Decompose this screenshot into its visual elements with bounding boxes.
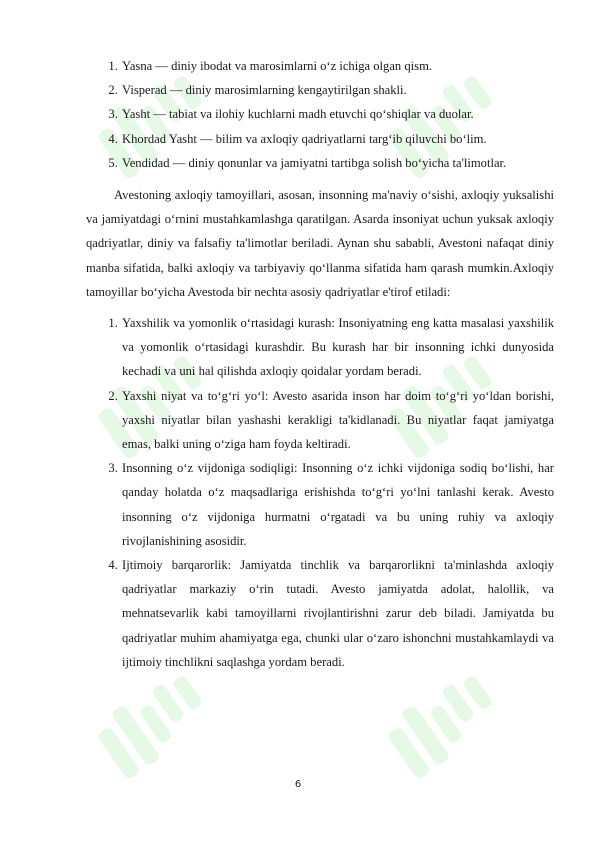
list-item: 3. Insonning o‘z vijdoniga sodiqligi: Insonning o‘z ichki vijdoniga sodiq bo‘lishi, har qanday holatda o‘z maqsadlariga erishishda to‘g‘ri yo‘lni tanlashi kerak. Avesto insonning o‘z vijdoniga hurmatni o‘rgatadi va bu uning ruhiy va axloqiy rivojlanishining asosidir. [121, 456, 554, 553]
list-item: 4. Ijtimoiy barqarorlik: Jamiyatda tinchlik va barqarorlikni ta'minlashda axloqiy qadriyatlar markaziy o‘rin tutadi. Avesto jamiyatda adolat, halollik, va mehnatsevarlik kabi tamoyillarni rivojlantirishni zarur deb biladi. Jamiyatda bu qadriyatlar muhim ahamiyatga ega, chunki ular o‘zaro ishonchni mustahkamlaydi va ijtimoiy tinchlikni saqlashga yordam beradi. [121, 553, 554, 674]
avesto-parts-list [86, 54, 554, 175]
list-item: 2. Yaxshi niyat va to‘g‘ri yo‘l: Avesto asarida inson har doim to‘g‘ri yo‘ldan borishi, yaxshi niyatlar bilan yashashi kerakligi ta'kidlanadi. Bu niyatlar faqat jamiyatga emas, balki uning o‘ziga ham foyda keltiradi. [121, 384, 554, 457]
list-item: 4. Khordad Yasht — bilim va axloqiy qadriyatlarni targ‘ib qiluvchi bo‘lim. [121, 127, 554, 151]
document-body [86, 54, 554, 674]
body-paragraph: Avestoning axloqiy tamoyillari, asosan, insonning ma'naviy o‘sishi, axloqiy yuksalishi va jamiyatdagi o‘rnini mustahkamlashga qaratilgan. Asarda insoniyat uchun yuksak axloqiy qadriyatlar, diniy va falsafiy ta'limotlar beriladi. Aynan shu sababli, Avestoni nafaqat diniy manba sifatida, balki axloqiy va tarbiyaviy qo‘llanma sifatida ham qarash mumkin.Axloqiy tamoyillar bo‘yicha Avestoda bir nechta asosiy qadriyatlar e'tirof etiladi: [86, 188, 554, 299]
moral-values-list [86, 311, 554, 674]
list-item: 2. Visperad — diniy marosimlarning kengaytirilgan shakli. [121, 78, 554, 102]
list-item: 5. Vendidad — diniy qonunlar va jamiyatni tartibga solish bo‘yicha ta'limotlar. [121, 151, 554, 175]
page-number: 6 [294, 779, 302, 790]
list-item: 1. Yasna — diniy ibodat va marosimlarni o‘z ichiga olgan qism. [121, 54, 554, 78]
list-item: 3. Yasht — tabiat va ilohiy kuchlarni madh etuvchi qo‘shiqlar va duolar. [121, 102, 554, 126]
watermark-logo-icon [368, 660, 518, 780]
watermark-logo-icon [78, 660, 228, 780]
list-item: 1. Yaxshilik va yomonlik o‘rtasidagi kurash: Insoniyatning eng katta masalasi yaxshilik va yomonlik o‘rtasidagi kurashdir. Bu kurash har bir insonning ichki dunyosida kechadi va uni hal qilishda axloqiy qoidalar yordam beradi. [121, 311, 554, 384]
